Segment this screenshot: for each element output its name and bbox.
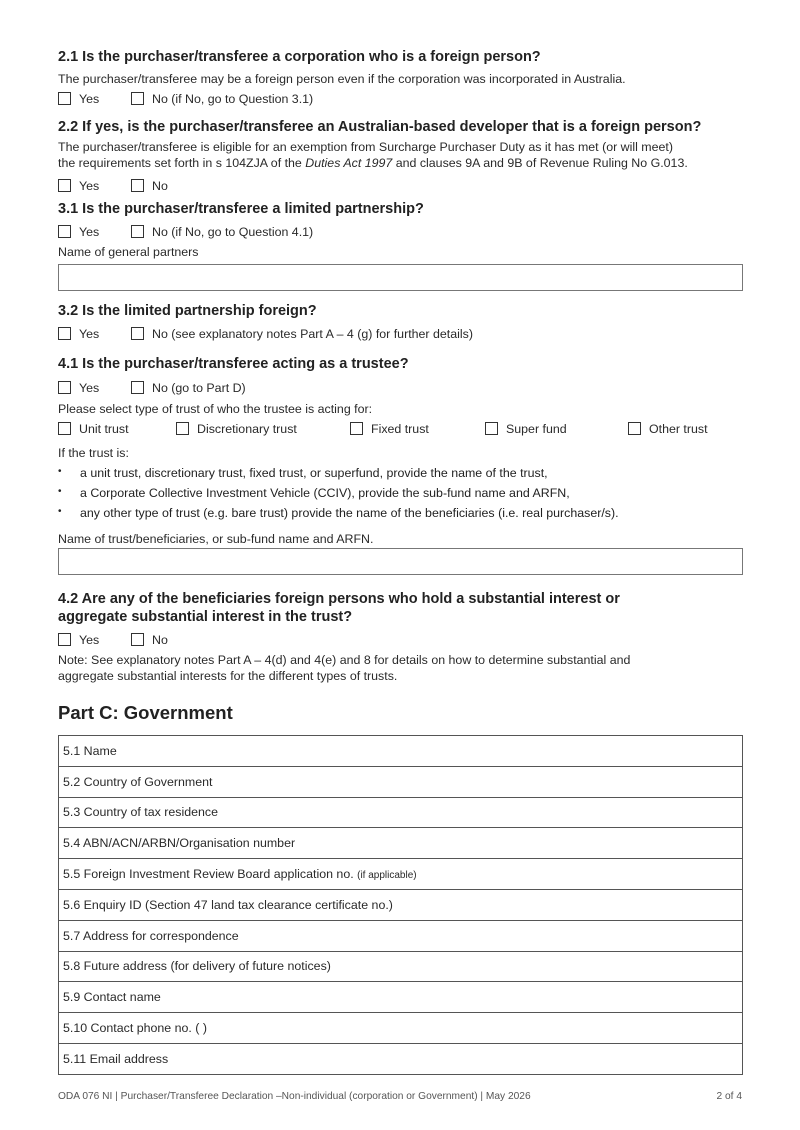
option-label: Unit trust: [79, 422, 129, 436]
government-field-7[interactable]: [59, 920, 743, 951]
table-row: [59, 889, 743, 920]
option-label: No (see explanatory notes Part A – 4 (g) for further details): [152, 327, 473, 341]
q41-yes-option[interactable]: [58, 381, 99, 395]
checkbox[interactable]: [176, 422, 189, 435]
field-label: 5.5 Foreign Investment Review Board application no.: [63, 867, 358, 882]
field-label: 5.9 Contact name: [63, 990, 161, 1005]
government-field-10[interactable]: [59, 1013, 743, 1044]
field-label: 5.6 Enquiry ID (Section 47 land tax clearance certificate no.): [63, 897, 393, 912]
option-label: Yes: [79, 381, 100, 395]
trust-type-other[interactable]: [628, 422, 708, 436]
government-field-1[interactable]: [59, 736, 743, 767]
government-field-4[interactable]: [59, 828, 743, 859]
option-label: No (go to Part D): [152, 381, 246, 395]
trust-type-fixed[interactable]: [350, 422, 429, 436]
government-field-8[interactable]: [59, 951, 743, 982]
question-4-1-title: 4.1 Is the purchaser/transferee acting as a trustee?: [58, 356, 409, 372]
q32-no-option[interactable]: [131, 327, 473, 341]
question-4-2-title-line1: 4.2 Are any of the beneficiaries foreign persons who hold a substantial interest or: [58, 591, 620, 607]
option-label: No (if No, go to Question 3.1): [152, 92, 314, 106]
table-row: [59, 951, 743, 982]
note-text: the requirements set forth in s 104ZJA of the: [58, 156, 306, 170]
question-2-1-note: The purchaser/transferee may be a foreign person even if the corporation was incorporated in Australia.: [58, 72, 626, 86]
checkbox[interactable]: [131, 225, 144, 238]
trust-type-unit[interactable]: [58, 422, 129, 436]
q22-no-option[interactable]: [131, 179, 168, 193]
option-label: Yes: [79, 327, 100, 341]
question-3-2-title: 3.2 Is the limited partnership foreign?: [58, 303, 317, 319]
checkbox[interactable]: [58, 92, 71, 105]
checkbox[interactable]: [58, 327, 71, 340]
trust-type-label: Please select type of trust of who the trustee is acting for:: [58, 402, 373, 416]
checkbox[interactable]: [58, 179, 71, 192]
act-name: Duties Act 1997: [305, 156, 393, 170]
checkbox[interactable]: [350, 422, 363, 435]
government-details-table: [58, 735, 743, 1075]
option-label: Yes: [79, 225, 100, 239]
q41-no-option[interactable]: [131, 381, 246, 395]
bullet-marker: •: [58, 506, 62, 517]
field-label: 5.2 Country of Government: [63, 774, 213, 789]
table-row: [59, 736, 743, 767]
list-item-text: a unit trust, discretionary trust, fixed trust, or superfund, provide the name of the trust,: [80, 466, 548, 480]
question-2-2-note-line1: The purchaser/transferee is eligible for an exemption from Surcharge Purchaser Duty as it has met (or will meet): [58, 140, 673, 154]
option-label: Fixed trust: [371, 422, 429, 436]
field-hint: (if applicable): [357, 870, 417, 882]
field-label: 5.7 Address for correspondence: [63, 928, 239, 943]
if-trust-label: If the trust is:: [58, 446, 129, 460]
trust-name-label: Name of trust/beneficiaries, or sub-fund name and ARFN.: [58, 532, 374, 546]
form-description: Purchaser/Transferee Declaration –Non-individual (corporation or Government) | May 2026: [120, 1091, 531, 1102]
form-code: ODA 076 NI: [58, 1091, 113, 1102]
table-row: [59, 920, 743, 951]
list-item-text: any other type of trust (e.g. bare trust) provide the name of the beneficiaries (i.e. real purchaser/s).: [80, 506, 619, 520]
trust-type-super-fund[interactable]: [485, 422, 567, 436]
trust-name-input[interactable]: [58, 548, 743, 575]
bullet-marker: •: [58, 486, 62, 497]
checkbox[interactable]: [485, 422, 498, 435]
question-4-2-title-line2: aggregate substantial interest in the trust?: [58, 609, 353, 625]
option-label: Yes: [79, 92, 100, 106]
bullet-marker: •: [58, 466, 62, 477]
table-row: [59, 859, 743, 890]
q22-yes-option[interactable]: [58, 179, 99, 193]
government-field-5[interactable]: [59, 859, 743, 890]
option-label: Yes: [79, 633, 100, 647]
government-field-6[interactable]: [59, 889, 743, 920]
checkbox[interactable]: [58, 633, 71, 646]
table-row: [59, 1013, 743, 1044]
table-row: [59, 828, 743, 859]
table-row: [59, 982, 743, 1013]
option-label: Yes: [79, 179, 100, 193]
table-row: [59, 797, 743, 828]
government-field-9[interactable]: [59, 982, 743, 1013]
question-4-2-note-line1: Note: See explanatory notes Part A – 4(d) and 4(e) and 8 for details on how to determine substantial and: [58, 653, 631, 667]
footer-left: [58, 1091, 531, 1102]
table-row: [59, 1043, 743, 1074]
checkbox[interactable]: [131, 179, 144, 192]
q31-no-option[interactable]: [131, 225, 313, 239]
question-3-1-title: 3.1 Is the purchaser/transferee a limited partnership?: [58, 201, 424, 217]
trust-type-discretionary[interactable]: [176, 422, 297, 436]
field-label: 5.8 Future address (for delivery of future notices): [63, 959, 331, 974]
q21-yes-option[interactable]: [58, 92, 99, 106]
note-text: and clauses 9A and 9B of Revenue Ruling No G.013.: [392, 156, 688, 170]
q42-yes-option[interactable]: [58, 633, 99, 647]
page-number: 2 of 4: [716, 1091, 742, 1102]
checkbox[interactable]: [131, 633, 144, 646]
checkbox[interactable]: [131, 92, 144, 105]
option-label: No: [152, 179, 168, 193]
field-label: 5.11 Email address: [63, 1051, 169, 1066]
government-field-2[interactable]: [59, 766, 743, 797]
field-label: 5.1 Name: [63, 743, 117, 758]
q32-yes-option[interactable]: [58, 327, 99, 341]
checkbox[interactable]: [58, 225, 71, 238]
part-c-heading: Part C: Government: [58, 702, 233, 723]
question-4-2-note-line2: aggregate substantial interests for the different types of trusts.: [58, 669, 398, 683]
field-label: 5.10 Contact phone no. ( ): [63, 1021, 207, 1036]
option-label: Super fund: [506, 422, 567, 436]
checkbox[interactable]: [58, 422, 71, 435]
question-2-1-title: 2.1 Is the purchaser/transferee a corporation who is a foreign person?: [58, 49, 541, 65]
general-partners-label: Name of general partners: [58, 245, 199, 259]
separator: |: [112, 1091, 121, 1102]
question-2-2-note-line2: [58, 156, 688, 170]
q21-no-option[interactable]: [131, 92, 313, 106]
option-label: No (if No, go to Question 4.1): [152, 225, 314, 239]
q42-no-option[interactable]: [131, 633, 168, 647]
field-label: 5.4 ABN/ACN/ARBN/Organisation number: [63, 836, 296, 851]
question-2-2-title: 2.2 If yes, is the purchaser/transferee an Australian-based developer that is a foreign person?: [58, 119, 702, 135]
q31-yes-option[interactable]: [58, 225, 99, 239]
government-field-3[interactable]: [59, 797, 743, 828]
option-label: Other trust: [649, 422, 708, 436]
table-row: [59, 766, 743, 797]
option-label: No: [152, 633, 168, 647]
option-label: Discretionary trust: [197, 422, 297, 436]
list-item-text: a Corporate Collective Investment Vehicle (CCIV), provide the sub-fund name and ARFN,: [80, 486, 570, 500]
checkbox[interactable]: [131, 381, 144, 394]
checkbox[interactable]: [131, 327, 144, 340]
checkbox[interactable]: [58, 381, 71, 394]
general-partners-input[interactable]: [58, 264, 743, 291]
field-label: 5.3 Country of tax residence: [63, 805, 218, 820]
checkbox[interactable]: [628, 422, 641, 435]
government-field-11[interactable]: [59, 1043, 743, 1074]
